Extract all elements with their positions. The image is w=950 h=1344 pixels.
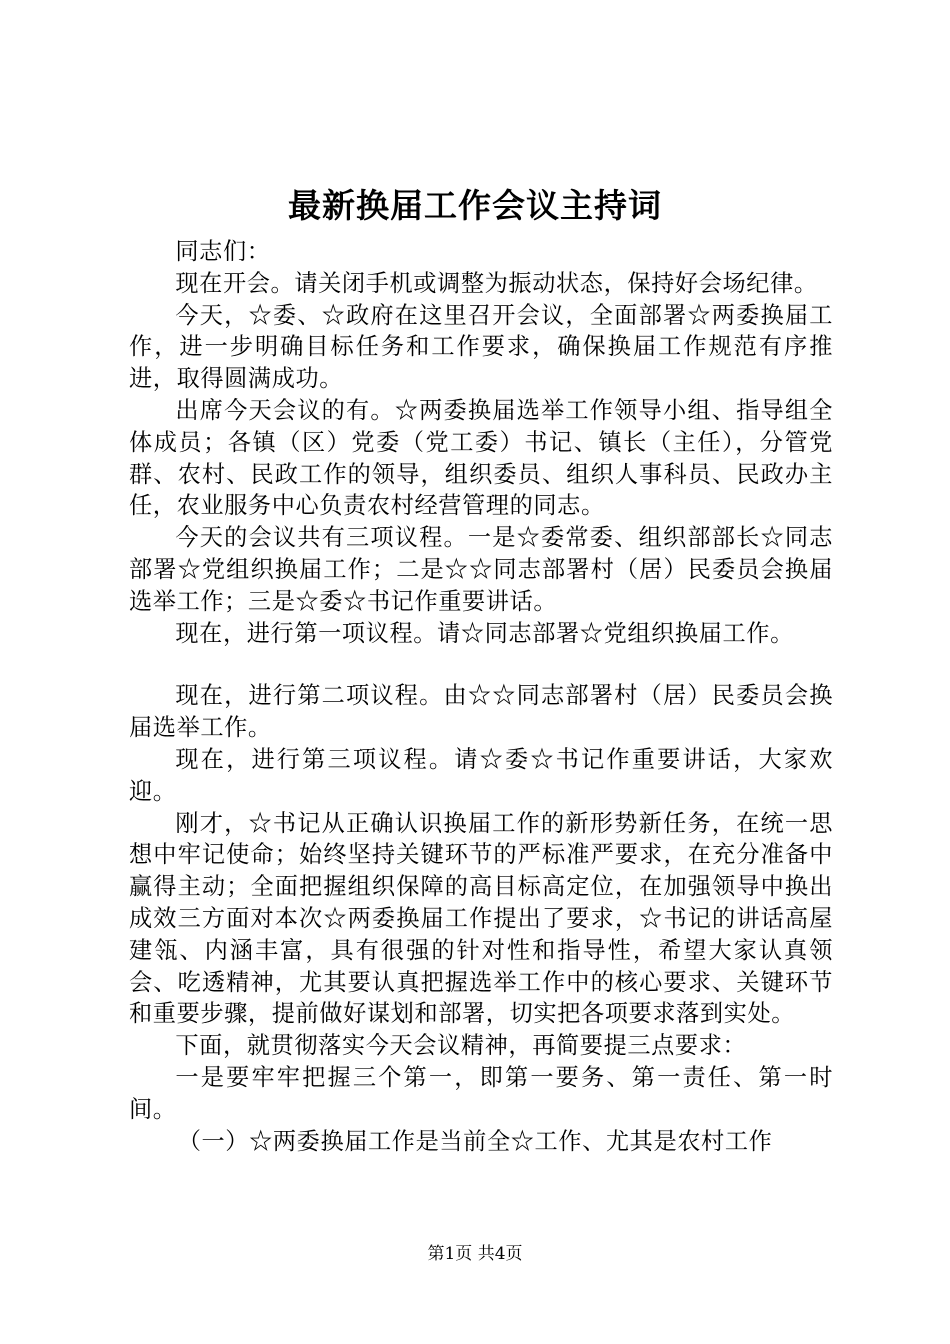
paragraph-summary: 刚才，☆书记从正确认识换届工作的新形势新任务，在统一思想中牢记使命；始终坚持关键环节的严标准严要求，在充分准备中赢得主动；全面把握组织保障的高目标高定位，在加强领导中换出成效三方面对本次☆两委换届工作提出了要求，☆书记的讲话高屋建瓴、内涵丰富，具有很强的针对性和指导性，希望大家认真领会、吃透精神，尤其要认真把握选举工作中的核心要求、关键环节和重要步骤，提前做好谋划和部署，切实把各项要求落到实处。 <box>129 809 833 1028</box>
paragraph-requirement-1: 一是要牢牢把握三个第一，即第一要务、第一责任、第一时间。 <box>129 1063 833 1123</box>
paragraph-opening: 现在开会。请关闭手机或调整为振动状态，保持好会场纪律。 <box>175 269 818 297</box>
paragraph-agenda-item-3: 现在，进行第三项议程。请☆委☆书记作重要讲话，大家欢迎。 <box>129 745 833 805</box>
page-number-footer: 第1页 共4页 <box>427 1244 523 1264</box>
document-body <box>129 236 833 1157</box>
paragraph-agenda-item-1: 现在，进行第一项议程。请☆同志部署☆党组织换届工作。 <box>175 619 794 647</box>
paragraph-purpose: 今天，☆委、☆政府在这里召开会议，全面部署☆两委换届工作，进一步明确目标任务和工作要求，确保换届工作规范有序推进，取得圆满成功。 <box>129 301 833 393</box>
paragraph-subpoint-1: （一）☆两委换届工作是当前全☆工作、尤其是农村工作 <box>177 1127 773 1155</box>
paragraph-attendees: 出席今天会议的有。☆两委换届选举工作领导小组、指导组全体成员；各镇（区）党委（党工委）书记、镇长（主任），分管党群、农村、民政工作的领导，组织委员、组织人事科员、民政办主任，农业服务中心负责农村经营管理的同志。 <box>129 396 833 520</box>
paragraph-agenda-item-2: 现在，进行第二项议程。由☆☆同志部署村（居）民委员会换届选举工作。 <box>129 682 833 742</box>
paragraph-salutation: 同志们： <box>175 238 271 265</box>
paragraph-agenda: 今天的会议共有三项议程。一是☆委常委、组织部部长☆同志部署☆党组织换届工作；二是☆☆同志部署村（居）民委员会换届选举工作；三是☆委☆书记作重要讲话。 <box>129 524 833 615</box>
document-title: 最新换届工作会议主持词 <box>288 186 662 225</box>
paragraph-spacer <box>129 649 833 680</box>
paragraph-requirements-intro: 下面，就贯彻落实今天会议精神，再简要提三点要求： <box>175 1032 747 1060</box>
